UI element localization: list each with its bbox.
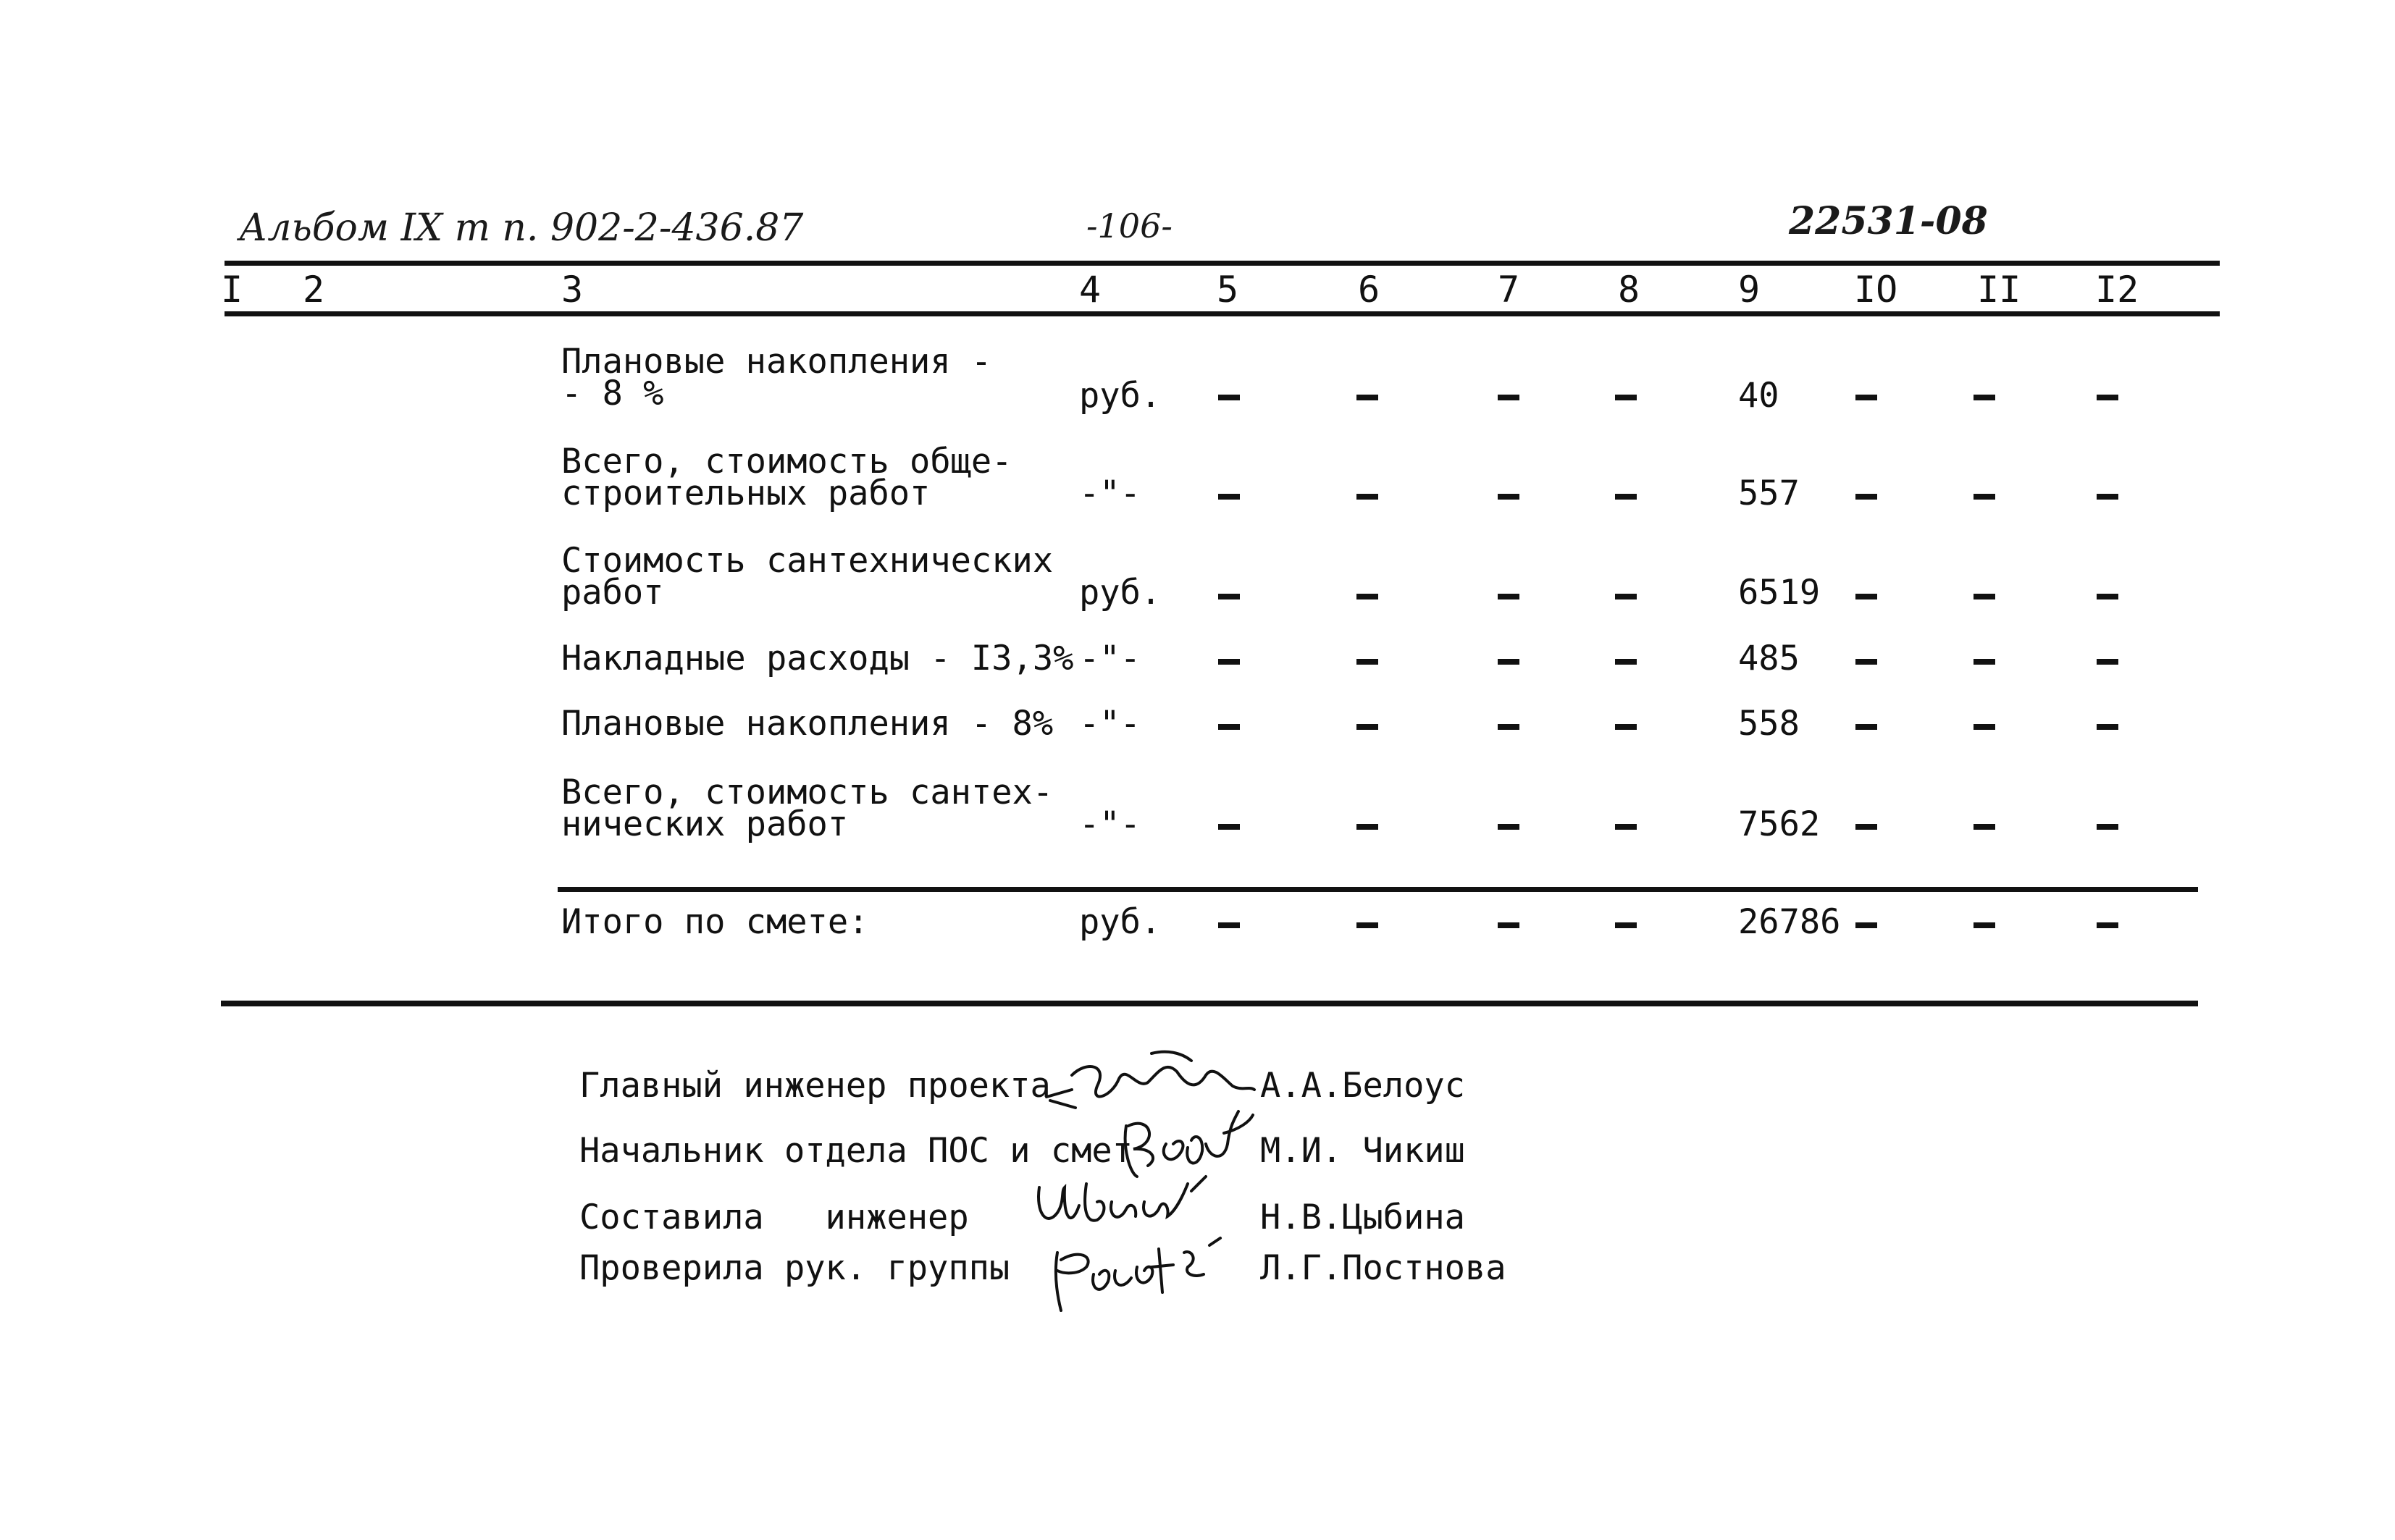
- empty-cell-dash: [1356, 395, 1378, 400]
- empty-cell-dash: [1498, 724, 1519, 730]
- signatory-role: Главный инженер проекта: [579, 1066, 1051, 1106]
- empty-cell-dash: [1855, 494, 1877, 500]
- page-number: -106-: [1086, 206, 1173, 245]
- row-label-line: работ: [561, 573, 664, 613]
- row-label-line: Стоимость сантехнических: [561, 541, 1054, 581]
- signatory-name: А.А.Белоус: [1260, 1066, 1465, 1106]
- empty-cell-dash: [1974, 494, 1995, 500]
- empty-cell-dash: [1218, 494, 1240, 500]
- row-unit: руб.: [1079, 376, 1162, 416]
- column-header: IO: [1854, 269, 1898, 311]
- empty-cell-dash: [2097, 659, 2118, 665]
- empty-cell-dash: [1974, 659, 1995, 665]
- empty-cell-dash: [1498, 824, 1519, 830]
- empty-cell-dash: [1615, 494, 1637, 500]
- empty-cell-dash: [1218, 395, 1240, 400]
- row-label-line: Накладные расходы - I3,3%: [561, 639, 1074, 678]
- signatory-role: Начальник отдела ПОС и смет: [579, 1131, 1133, 1171]
- row-unit: руб.: [1079, 573, 1162, 613]
- row-label-line: - 8 %: [561, 374, 664, 413]
- empty-cell-dash: [1974, 724, 1995, 730]
- empty-cell-dash: [1356, 494, 1378, 500]
- empty-cell-dash: [1218, 594, 1240, 599]
- row-value: 7562: [1738, 804, 1821, 844]
- empty-cell-dash: [1498, 494, 1519, 500]
- empty-cell-dash: [1855, 395, 1877, 400]
- header-bottom-rule: [225, 311, 2220, 316]
- column-header: 3: [561, 269, 584, 311]
- signatory-name: Л.Г.Постнова: [1260, 1248, 1506, 1288]
- row-value: 6519: [1738, 573, 1821, 613]
- empty-cell-dash: [1855, 724, 1877, 730]
- row-value: 558: [1738, 704, 1800, 744]
- signatory-name: Н.В.Цыбина: [1260, 1198, 1465, 1237]
- empty-cell-dash: [1356, 922, 1378, 928]
- column-header: 9: [1738, 269, 1761, 311]
- empty-cell-dash: [1498, 594, 1519, 599]
- empty-cell-dash: [1218, 824, 1240, 830]
- column-header: I2: [2095, 269, 2139, 311]
- total-unit: руб.: [1079, 902, 1162, 942]
- row-unit: -"-: [1079, 704, 1141, 744]
- row-value: 557: [1738, 474, 1800, 513]
- empty-cell-dash: [2097, 922, 2118, 928]
- empty-cell-dash: [2097, 395, 2118, 400]
- empty-cell-dash: [1855, 594, 1877, 599]
- row-value: 40: [1738, 376, 1779, 416]
- signatory-role: Проверила рук. группы: [579, 1248, 1010, 1288]
- signature-scribble: [1043, 1234, 1231, 1321]
- empty-cell-dash: [1356, 659, 1378, 665]
- row-label-line: строительных работ: [561, 474, 931, 513]
- row-label-line: Всего, стоимость сантех-: [561, 773, 1054, 812]
- empty-cell-dash: [2097, 594, 2118, 599]
- column-header: 4: [1079, 269, 1102, 311]
- column-header: 6: [1358, 269, 1380, 311]
- row-unit: -"-: [1079, 639, 1141, 678]
- empty-cell-dash: [2097, 724, 2118, 730]
- document-code: 22531-08: [1789, 199, 1988, 243]
- empty-cell-dash: [1218, 659, 1240, 665]
- table-top-rule: [225, 261, 2220, 266]
- column-header: I: [221, 269, 243, 311]
- empty-cell-dash: [1498, 922, 1519, 928]
- signatory-role: Составила инженер: [579, 1198, 969, 1237]
- empty-cell-dash: [1218, 922, 1240, 928]
- empty-cell-dash: [1498, 659, 1519, 665]
- row-label-line: нических работ: [561, 804, 849, 844]
- row-unit: -"-: [1079, 804, 1141, 844]
- empty-cell-dash: [1218, 724, 1240, 730]
- empty-cell-dash: [1974, 824, 1995, 830]
- total-label: Итого по смете:: [561, 902, 869, 942]
- column-header: 2: [303, 269, 325, 311]
- column-header: II: [1977, 269, 2021, 311]
- total-rule: [558, 887, 2198, 892]
- empty-cell-dash: [1615, 395, 1637, 400]
- empty-cell-dash: [1855, 659, 1877, 665]
- empty-cell-dash: [1855, 922, 1877, 928]
- empty-cell-dash: [1615, 659, 1637, 665]
- empty-cell-dash: [1498, 395, 1519, 400]
- empty-cell-dash: [1356, 724, 1378, 730]
- table-bottom-rule: [221, 1001, 2198, 1006]
- empty-cell-dash: [2097, 494, 2118, 500]
- album-reference: Альбом IX т п. 902-2-436.87: [239, 206, 804, 250]
- empty-cell-dash: [1615, 724, 1637, 730]
- column-header: 5: [1217, 269, 1239, 311]
- column-header: 8: [1618, 269, 1640, 311]
- row-value: 485: [1738, 639, 1800, 678]
- row-label-line: Плановые накопления -: [561, 342, 992, 382]
- empty-cell-dash: [1356, 824, 1378, 830]
- empty-cell-dash: [1974, 922, 1995, 928]
- row-label-line: Плановые накопления - 8%: [561, 704, 1054, 744]
- empty-cell-dash: [1615, 594, 1637, 599]
- row-label-line: Всего, стоимость обще-: [561, 442, 1012, 481]
- empty-cell-dash: [1855, 824, 1877, 830]
- total-value: 26786: [1738, 902, 1841, 942]
- empty-cell-dash: [1615, 922, 1637, 928]
- empty-cell-dash: [1356, 594, 1378, 599]
- empty-cell-dash: [1974, 594, 1995, 599]
- empty-cell-dash: [1615, 824, 1637, 830]
- signatory-name: М.И. Чикиш: [1260, 1131, 1465, 1171]
- empty-cell-dash: [2097, 824, 2118, 830]
- row-unit: -"-: [1079, 474, 1141, 513]
- column-header: 7: [1498, 269, 1520, 311]
- empty-cell-dash: [1974, 395, 1995, 400]
